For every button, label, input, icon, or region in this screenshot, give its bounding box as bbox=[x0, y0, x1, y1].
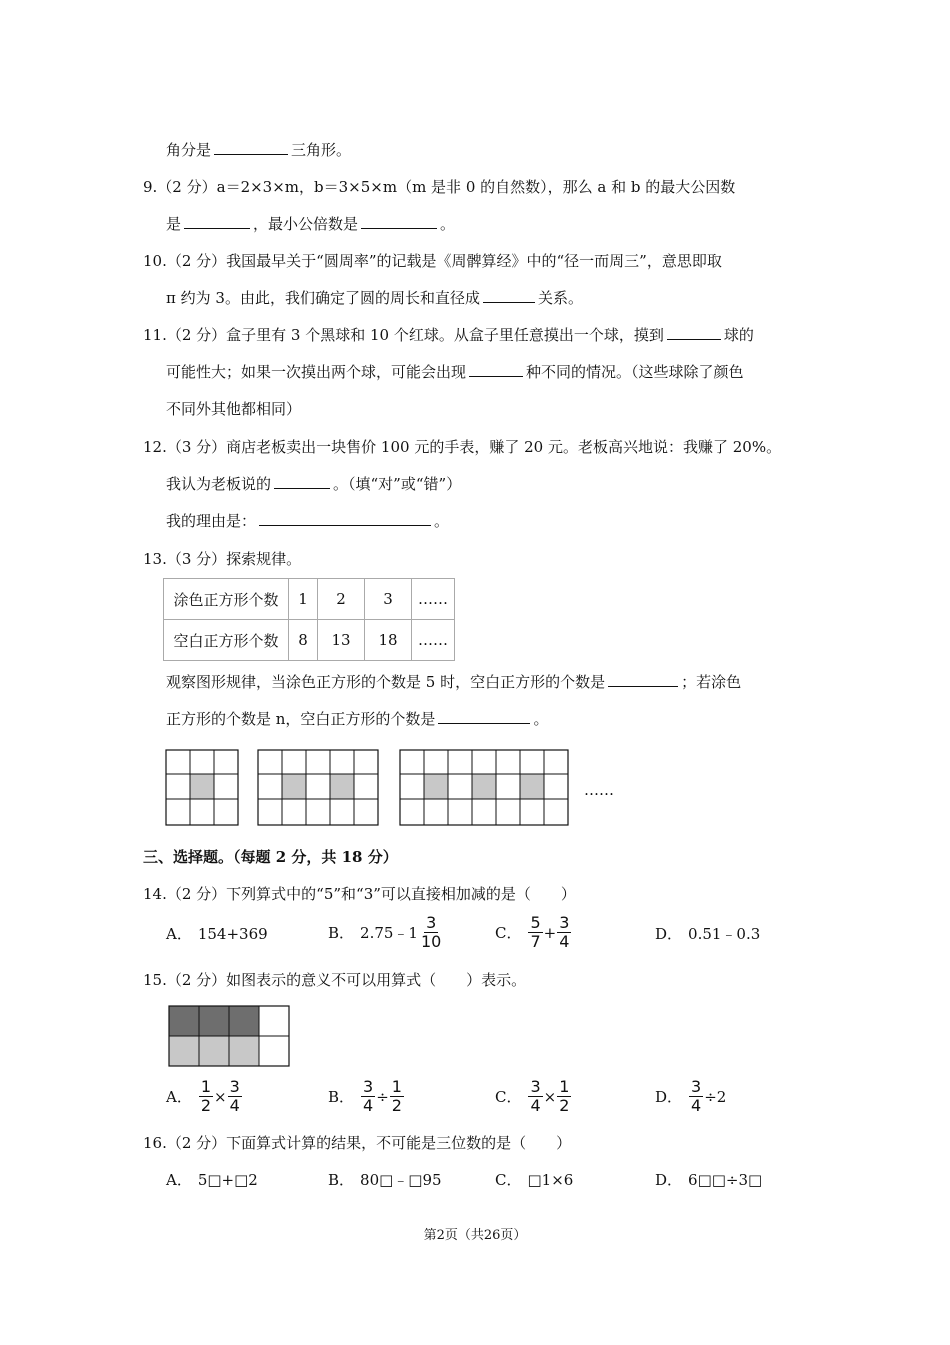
q13-rule-table bbox=[163, 578, 455, 661]
q10-line2: π 约为 3。由此，我们确定了圆的周长和直径成 关系。 bbox=[166, 289, 583, 307]
q12-blank-judge[interactable] bbox=[274, 474, 330, 489]
light-square bbox=[199, 1036, 229, 1066]
shaded-square bbox=[520, 774, 544, 799]
page-footer: 第2页（共26页） bbox=[423, 1228, 527, 1243]
q9-blank-gcd[interactable] bbox=[184, 214, 250, 229]
grid-lines bbox=[258, 750, 378, 825]
fraction: $\frac{3}{4}$ bbox=[363, 1077, 374, 1115]
q11-line2: 可能性大；如果一次摸出两个球，可能会出现 种不同的情况。（这些球除了颜色 bbox=[166, 363, 744, 381]
q15-option-b[interactable]: B． $\frac{3}{4}$ ÷ $\frac{1}{2}$ bbox=[328, 1077, 402, 1115]
q9-blank-lcm[interactable] bbox=[361, 214, 437, 229]
table-cell: …… bbox=[412, 579, 455, 620]
grid-ellipsis: …… bbox=[584, 781, 614, 799]
grid-figure-2 bbox=[258, 750, 378, 825]
fraction: $\frac{1}{2}$ bbox=[559, 1077, 570, 1115]
q16-option-c[interactable]: C． □1×6 bbox=[495, 1171, 574, 1189]
table-cell: 13 bbox=[318, 620, 365, 661]
q8-blank[interactable] bbox=[214, 140, 288, 155]
table-cell: …… bbox=[412, 620, 455, 661]
table-cell: 8 bbox=[289, 620, 318, 661]
table-row bbox=[164, 579, 455, 620]
q14-option-d[interactable]: D． 0.51﹣0.3 bbox=[655, 925, 761, 943]
q9-line2: 是 ，最小公倍数是 。 bbox=[166, 215, 456, 233]
q14-option-c[interactable]: C． $\frac{5}{7}$ + $\frac{3}{4}$ bbox=[495, 913, 570, 951]
q13-title: 13.（3 分）探索规律。 bbox=[143, 550, 302, 568]
q11-blank-color[interactable] bbox=[667, 325, 721, 340]
dark-square bbox=[169, 1006, 199, 1036]
q16-option-b[interactable]: B． 80□﹣□95 bbox=[328, 1171, 442, 1189]
q15-option-d[interactable]: D． $\frac{3}{4}$ ÷2 bbox=[655, 1077, 727, 1115]
shaded-square bbox=[330, 774, 354, 799]
q14-option-a[interactable]: A． 154+369 bbox=[166, 925, 268, 943]
table-cell: 18 bbox=[365, 620, 412, 661]
fraction: $\frac{3}{4}$ bbox=[530, 1077, 541, 1115]
table-cell: 涂色正方形个数 bbox=[164, 579, 289, 620]
grid-figure-3 bbox=[400, 750, 568, 825]
q14-stem: 14.（2 分）下列算式中的“5”和“3”可以直接相加减的是（ ） bbox=[143, 885, 576, 903]
q14-option-b[interactable]: B． 2.75﹣1 $\frac{3}{10}$ bbox=[328, 913, 442, 951]
q11-line1: 11.（2 分）盒子里有 3 个黑球和 10 个红球。从盒子里任意摸出一个球，摸到 球的 bbox=[143, 326, 754, 344]
table-cell: 空白正方形个数 bbox=[164, 620, 289, 661]
q13-blank-five[interactable] bbox=[608, 672, 678, 687]
q16-option-a[interactable]: A． 5□+□2 bbox=[166, 1171, 258, 1189]
dark-square bbox=[199, 1006, 229, 1036]
fraction: $\frac{3}{10}$ bbox=[420, 913, 442, 951]
q16-stem: 16.（2 分）下面算式计算的结果，不可能是三位数的是（ ） bbox=[143, 1134, 572, 1152]
fraction: $\frac{5}{7}$ bbox=[530, 913, 541, 951]
q11-line3: 不同外其他都相同） bbox=[166, 400, 302, 418]
fraction: $\frac{3}{4}$ bbox=[559, 913, 570, 951]
table-cell: 2 bbox=[318, 579, 365, 620]
shaded-square bbox=[190, 774, 214, 799]
fraction: $\frac{1}{2}$ bbox=[391, 1077, 402, 1115]
shaded-square bbox=[282, 774, 306, 799]
fraction: $\frac{3}{4}$ bbox=[229, 1077, 240, 1115]
q13-line1: 观察图形规律，当涂色正方形的个数是 5 时，空白正方形的个数是 ；若涂色 bbox=[166, 673, 742, 691]
q15-figure bbox=[168, 1004, 294, 1068]
q12-line1: 12.（3 分）商店老板卖出一块售价 100 元的手表，赚了 20 元。老板高兴地说：我赚了 20%。 bbox=[143, 438, 782, 456]
grid-outline bbox=[258, 750, 378, 825]
q8-tail: 角分是 三角形。 bbox=[166, 141, 352, 159]
shaded-square bbox=[424, 774, 448, 799]
q13-blank-n[interactable] bbox=[438, 709, 530, 724]
q12-line3: 我的理由是： 。 bbox=[166, 512, 450, 530]
q13-grid-figures bbox=[165, 749, 615, 829]
dark-square bbox=[229, 1006, 259, 1036]
q12-line2: 我认为老板说的 。（填“对”或“错”） bbox=[166, 475, 462, 493]
table-cell: 1 bbox=[289, 579, 318, 620]
q10-blank[interactable] bbox=[483, 288, 535, 303]
table-row bbox=[164, 620, 455, 661]
q10-line1: 10.（2 分）我国最早关于“圆周率”的记载是《周髀算经》中的“径一而周三”，意思即取 bbox=[143, 252, 722, 270]
q12-blank-reason[interactable] bbox=[259, 511, 431, 526]
q16-option-d[interactable]: D． 6□□÷3□ bbox=[655, 1171, 763, 1189]
q15-stem: 15.（2 分）如图表示的意义不可以用算式（ ）表示。 bbox=[143, 971, 527, 989]
q13-line2: 正方形的个数是 n，空白正方形的个数是 。 bbox=[166, 710, 549, 728]
section3-title: 三、选择题。（每题 2 分，共 18 分） bbox=[143, 848, 398, 866]
fraction: $\frac{1}{2}$ bbox=[200, 1077, 212, 1115]
q15-option-c[interactable]: C． $\frac{3}{4}$ × $\frac{1}{2}$ bbox=[495, 1077, 570, 1115]
grid-figure-1 bbox=[166, 750, 238, 825]
light-square bbox=[169, 1036, 199, 1066]
q15-option-a[interactable]: A． $\frac{1}{2}$ × $\frac{3}{4}$ bbox=[166, 1077, 240, 1115]
shaded-square bbox=[472, 774, 496, 799]
table-cell: 3 bbox=[365, 579, 412, 620]
fraction: $\frac{3}{4}$ bbox=[691, 1077, 702, 1115]
q11-blank-cases[interactable] bbox=[469, 362, 523, 377]
light-square bbox=[229, 1036, 259, 1066]
q9-line1: 9.（2 分）a＝2×3×m，b＝3×5×m（m 是非 0 的自然数），那么 a 和 b 的最大公因数 bbox=[143, 178, 736, 196]
